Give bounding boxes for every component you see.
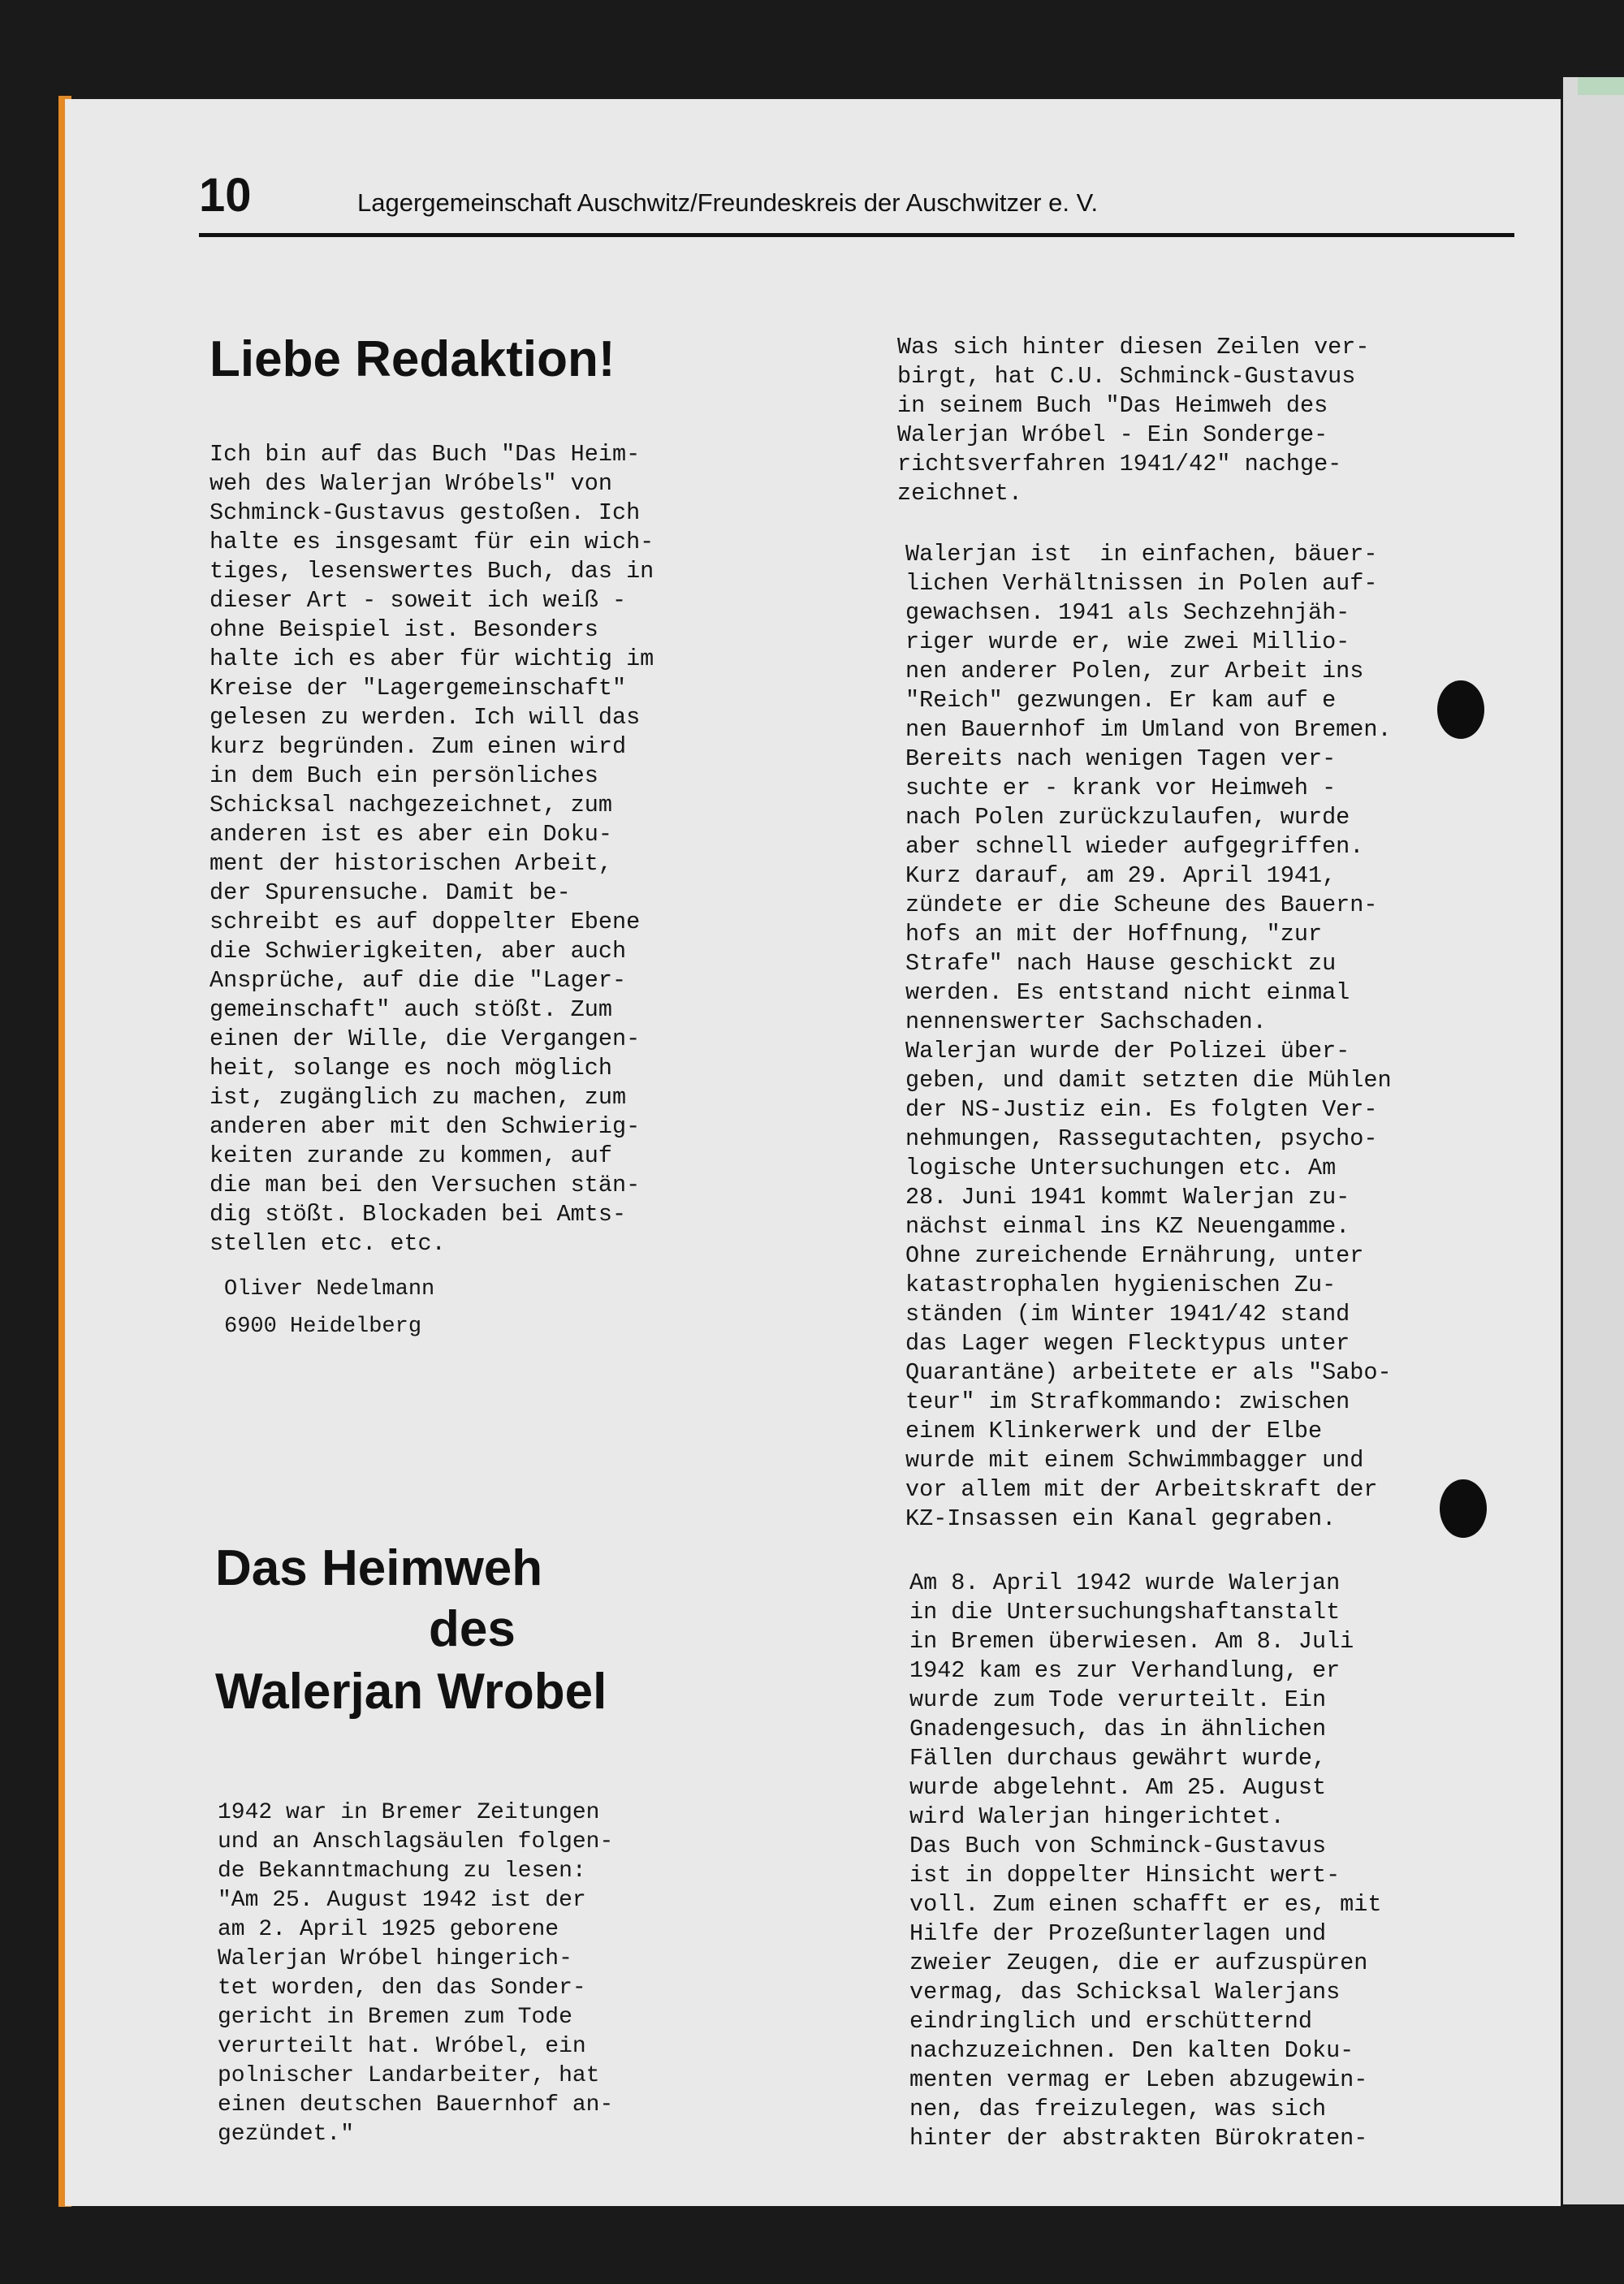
letter-line: halte ich es aber für wichtig im [209,645,654,672]
letter-line: die Schwierigkeiten, aber auch [209,938,627,965]
letter-line: dig stößt. Blockaden bei Amts- [209,1201,627,1228]
article-line: der NS-Justiz ein. Es folgten Ver- [905,1096,1378,1123]
letter-line: der Spurensuche. Damit be- [209,879,571,906]
article-line: hofs an mit der Hoffnung, "zur [905,921,1323,948]
article-line: werden. Es entstand nicht einmal [905,979,1350,1006]
letter-line: die man bei den Versuchen stän- [209,1172,641,1198]
article-line: nächst einmal ins KZ Neuengamme. [905,1213,1350,1240]
article-line: katastrophalen hygienischen Zu- [905,1272,1337,1298]
letter-line: einen der Wille, die Vergangen- [209,1025,641,1052]
next-page-edge [1563,77,1624,2204]
article-line: in die Untersuchungshaftanstalt [909,1599,1341,1626]
article-line: Walerjan ist in einfachen, bäuer- [905,541,1378,568]
letter-line: dieser Art - soweit ich weiß - [209,587,627,614]
letter-line: ment der historischen Arbeit, [209,850,612,877]
article-intro-line: tet worden, den das Sonder- [218,1975,586,2001]
article-paragraph-1 [897,333,1370,508]
article-intro-line: gezündet." [218,2122,355,2147]
article-line: wurde mit einem Schwimmbagger und [905,1447,1364,1474]
article-line: Walerjan wurde der Polizei über- [905,1038,1350,1064]
letter-line: in dem Buch ein persönliches [209,762,598,789]
article-line: in seinem Buch "Das Heimweh des [897,392,1328,419]
article-line: geben, und damit setzten die Mühlen [905,1067,1392,1094]
letter-line: weh des Walerjan Wróbels" von [209,470,612,497]
article-line: nen Bauernhof im Umland von Bremen. [905,716,1392,743]
article-line: zeichnet. [897,480,1022,507]
article-line: wurde zum Tode verurteilt. Ein [909,1686,1327,1713]
article-line: hinter der abstrakten Bürokraten- [909,2125,1368,2152]
letter-line: ohne Beispiel ist. Besonders [209,616,598,643]
letter-line: heit, solange es noch möglich [209,1055,612,1082]
letter-line: keiten zurande zu kommen, auf [209,1142,612,1169]
article-line: 28. Juni 1941 kommt Walerjan zu- [905,1184,1350,1211]
letter-line: gelesen zu werden. Ich will das [209,704,641,731]
article-line: suchte er - krank vor Heimweh - [905,775,1337,801]
letter-line: Ich bin auf das Buch "Das Heim- [209,441,641,468]
letter-line: Ansprüche, auf die die "Lager- [209,967,627,994]
letter-line: anderen ist es aber ein Doku- [209,821,612,848]
article-line: nennenswerter Sachschaden. [905,1008,1267,1035]
letter-line: Schminck-Gustavus gestoßen. Ich [209,499,641,526]
article-title-line2: des [429,1601,516,1657]
article-line: nach Polen zurückzulaufen, wurde [905,804,1350,831]
article-line: voll. Zum einen schafft er es, mit [909,1891,1382,1918]
letter-title: Liebe Redaktion! [209,331,615,387]
article-line: Strafe" nach Hause geschickt zu [905,950,1337,977]
article-line: riger wurde er, wie zwei Millio- [905,628,1350,655]
article-line: 1942 kam es zur Verhandlung, er [909,1657,1341,1684]
article-line: wird Walerjan hingerichtet. [909,1803,1285,1830]
letter-line: ist, zugänglich zu machen, zum [209,1084,627,1111]
letter-line: gemeinschaft" auch stößt. Zum [209,996,612,1023]
article-line: Hilfe der Prozeßunterlagen und [909,1920,1327,1947]
article-line: Walerjan Wróbel - Ein Sonderge- [897,421,1328,448]
punch-hole-top [1437,680,1484,739]
article-line: aber schnell wieder aufgegriffen. [905,833,1364,860]
article-line: Am 8. April 1942 wurde Walerjan [909,1569,1341,1596]
article-line: teur" im Strafkommando: zwischen [905,1388,1350,1415]
article-line: KZ-Insassen ein Kanal gegraben. [905,1505,1337,1532]
article-line: nen anderer Polen, zur Arbeit ins [905,658,1364,684]
article-intro [218,1798,613,2149]
article-intro-line: de Bekanntmachung zu lesen: [218,1859,586,1884]
article-paragraph-3 [909,1569,1382,2153]
letter-body [209,440,654,1259]
letter-line: tiges, lesenswertes Buch, das in [209,558,654,585]
article-line: nehmungen, Rassegutachten, psycho- [905,1125,1378,1152]
article-paragraph-2 [905,540,1392,1534]
article-line: Gnadengesuch, das in ähnlichen [909,1716,1327,1742]
tab-marker [1578,77,1624,95]
article-intro-line: und an Anschlagsäulen folgen- [218,1829,614,1854]
article-intro-line: gericht in Bremen zum Tode [218,2005,572,2030]
page-number: 10 [199,169,252,222]
article-intro-line: am 2. April 1925 geborene [218,1917,559,1942]
letter-line: kurz begründen. Zum einen wird [209,733,627,760]
article-line: "Reich" gezwungen. Er kam auf e [905,687,1337,714]
article-line: das Lager wegen Flecktypus unter [905,1330,1350,1357]
organization-name: Lagergemeinschaft Auschwitz/Freundeskreis der Auschwitzer e. V. [357,188,1099,217]
signature-city: 6900 Heidelberg [224,1315,422,1339]
letter-line: anderen aber mit den Schwierig- [209,1113,641,1140]
article-line: vermag, das Schicksal Walerjans [909,1979,1341,2006]
article-line: lichen Verhältnissen in Polen auf- [905,570,1378,597]
article-line: in Bremen überwiesen. Am 8. Juli [909,1628,1354,1655]
article-line: einem Klinkerwerk und der Elbe [905,1418,1323,1444]
article-line: birgt, hat C.U. Schminck-Gustavus [897,363,1356,390]
article-line: eindringlich und erschütternd [909,2008,1312,2035]
article-line: ist in doppelter Hinsicht wert- [909,1862,1341,1889]
article-line: Kurz darauf, am 29. April 1941, [905,862,1337,889]
article-line: richtsverfahren 1941/42" nachge- [897,451,1342,477]
letter-line: stellen etc. etc. [209,1230,446,1257]
article-title-line1: Das Heimweh [215,1540,543,1596]
letter-line: Schicksal nachgezeichnet, zum [209,792,612,818]
article-line: nachzuzeichnen. Den kalten Doku- [909,2037,1354,2064]
header-rule [199,233,1514,237]
article-line: wurde abgelehnt. Am 25. August [909,1774,1327,1801]
article-line: menten vermag er Leben abzugewin- [909,2066,1368,2093]
article-intro-line: verurteilt hat. Wróbel, ein [218,2034,586,2059]
letter-line: Kreise der "Lagergemeinschaft" [209,675,627,702]
article-line: zündete er die Scheune des Bauern- [905,892,1378,918]
article-line: ständen (im Winter 1941/42 stand [905,1301,1350,1328]
article-line: Fällen durchaus gewährt wurde, [909,1745,1327,1772]
article-line: gewachsen. 1941 als Sechzehnjäh- [905,599,1350,626]
punch-hole-bottom [1440,1479,1487,1538]
document-page [65,99,1561,2206]
article-line: zweier Zeugen, die er aufzuspüren [909,1949,1368,1976]
article-line: nen, das freizulegen, was sich [909,2096,1327,2122]
letter-line: schreibt es auf doppelter Ebene [209,909,641,935]
letter-line: halte es insgesamt für ein wich- [209,529,654,555]
article-intro-line: einen deutschen Bauernhof an- [218,2092,614,2118]
article-line: Was sich hinter diesen Zeilen ver- [897,334,1370,361]
article-line: Ohne zureichende Ernährung, unter [905,1242,1364,1269]
article-line: Quarantäne) arbeitete er als "Sabo- [905,1359,1392,1386]
article-line: logische Untersuchungen etc. Am [905,1155,1337,1181]
article-line: Bereits nach wenigen Tagen ver- [905,745,1337,772]
article-line: Das Buch von Schminck-Gustavus [909,1833,1327,1859]
article-intro-line: "Am 25. August 1942 ist der [218,1888,586,1913]
article-line: vor allem mit der Arbeitskraft der [905,1476,1378,1503]
article-intro-line: Walerjan Wróbel hingerich- [218,1946,572,1971]
article-intro-line: polnischer Landarbeiter, hat [218,2063,600,2088]
article-intro-line: 1942 war in Bremer Zeitungen [218,1800,600,1825]
signature-name: Oliver Nedelmann [224,1277,435,1302]
article-title-line3: Walerjan Wrobel [215,1664,607,1720]
